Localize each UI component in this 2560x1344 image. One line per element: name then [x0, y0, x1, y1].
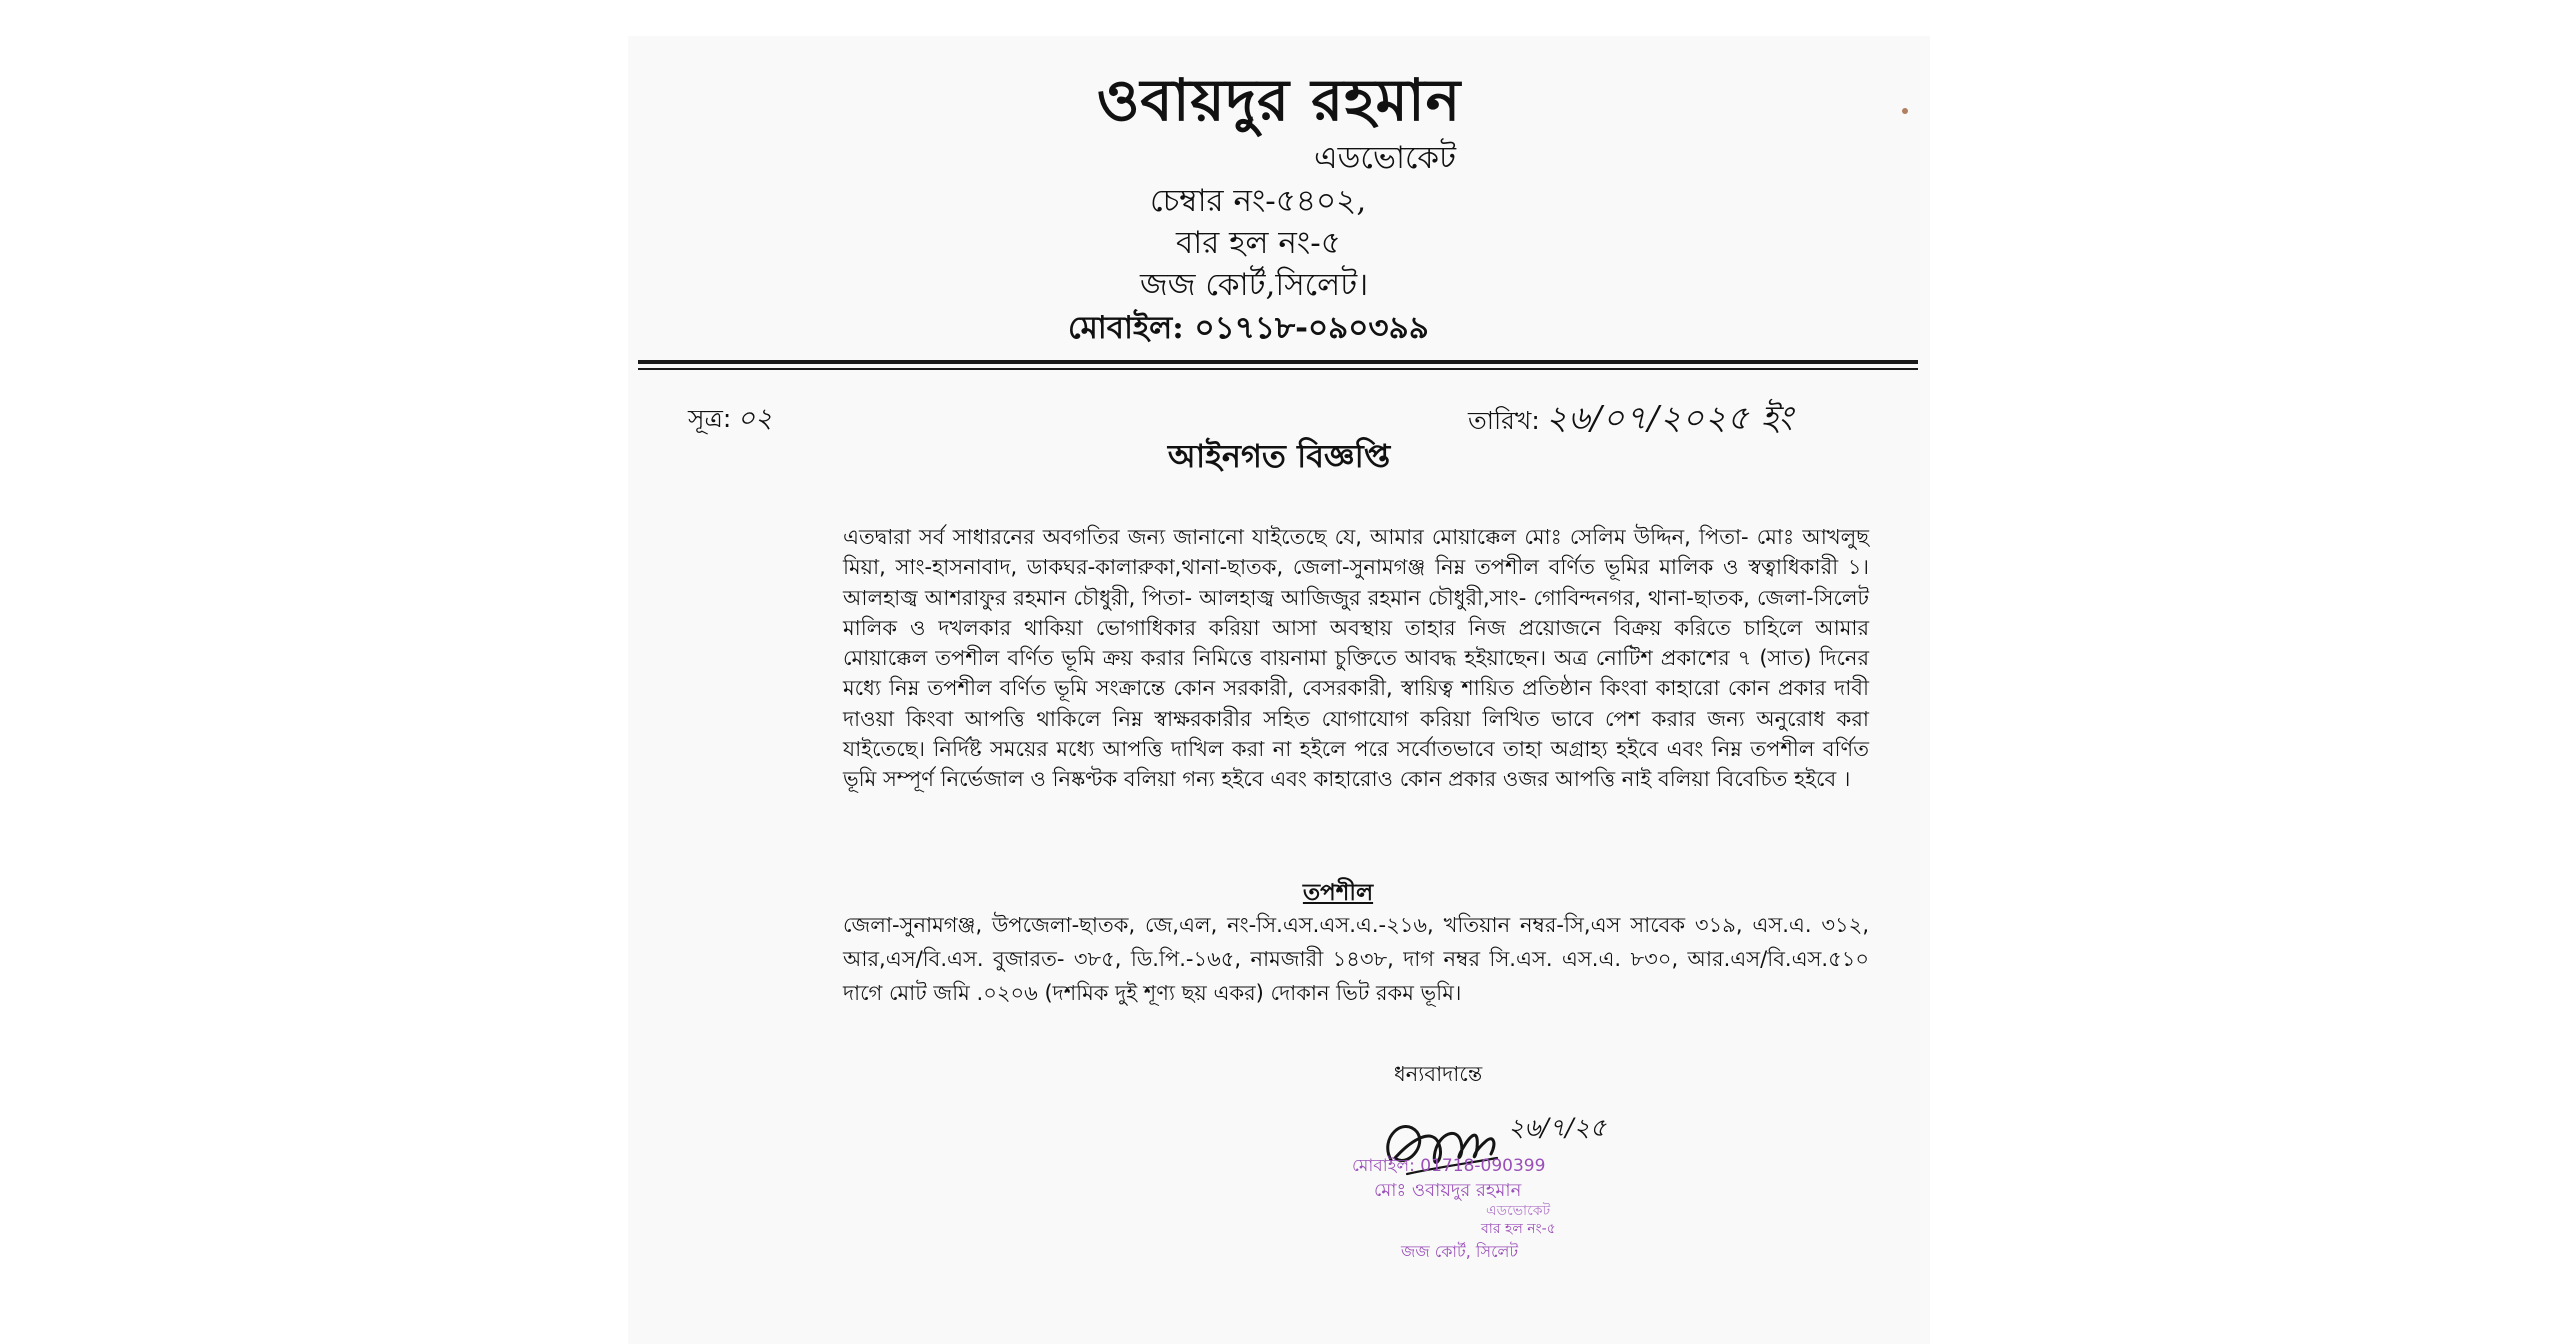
seal-mobile: মোবাইল: 01718-090399 — [1352, 1156, 1546, 1176]
date-value: ২৬/০৭/২০২৫ ইং — [1545, 398, 1794, 437]
schedule-text: জেলা-সুনামগঞ্জ, উপজেলা-ছাতক, জে,এল, নং-সি.এস.এস.এ.-২১৬, খতিয়ান নম্বর-সি,এস সাবেক ৩১৯, এস.এ. ৩১২, আর,এস/বি.এস. বুজারত- ৩৮৫, ডি.পি.-১৬৫, নামজারী ১৪৩৮, দাগ নম্বর সি.এস. এস.এ. ৮৩০, আর.এস/বি.এস.৫১০ দাগে মোট জমি .০২০৬ (দশমিক দুই শূণ্য ছয় একর) দোকান ভিট রকম ভূমি। — [843, 913, 1869, 1005]
signature-date: ২৬/৭/২৫ — [1508, 1113, 1607, 1142]
bar-hall-number: বার হল নং-৫ — [1176, 225, 1341, 261]
schedule-title: তপশীল — [1302, 880, 1374, 906]
date-label: তারিখ: — [1468, 406, 1540, 435]
document-page — [628, 36, 1930, 1344]
advocate-designation: এডভোকেট — [1314, 140, 1456, 176]
mobile-number: মোবাইল: ০১৭১৮-০৯০৩৯৯ — [1068, 310, 1429, 346]
letterhead-divider — [638, 360, 1918, 364]
notice-title: আইনগত বিজ্ঞপ্তি — [1167, 437, 1391, 475]
chamber-number: চেম্বার নং-৫৪০২, — [1150, 183, 1367, 219]
closing-text: ধন্যবাদান্তে — [1394, 1062, 1483, 1086]
seal-title: এডভোকেট — [1486, 1203, 1551, 1219]
seal-bar-hall: বার হল নং-৫ — [1481, 1221, 1556, 1237]
paper-speck — [1902, 108, 1908, 114]
reference-value: ০২ — [737, 403, 773, 434]
advocate-name: ওবায়দুর রহমান — [1096, 66, 1462, 134]
seal-court: জজ কোর্ট, সিলেট — [1401, 1242, 1519, 1261]
notice-body: এতদ্বারা সর্ব সাধারনের অবগতির জন্য জানানো যাইতেছে যে, আমার মোয়াক্কেল মোঃ সেলিম উদ্দিন, পিতা- মোঃ আখলুছ মিয়া, সাং-হাসনাবাদ, ডাকঘর-কালারুকা,থানা-ছাতক, জেলা-সুনামগঞ্জ নিম্ন তপশীল বর্ণিত ভূমির মালিক ও স্বত্বাধিকারী ১। আলহাজ্ব আশরাফুর রহমান চৌধুরী, পিতা- আলহাজ্ব আজিজুর রহমান চৌধুরী,সাং- গোবিন্দনগর, থানা-ছাতক, জেলা-সিলেট মালিক ও দখলকার থাকিয়া ভোগাধিকার করিয়া আসা অবস্থায় তাহার নিজ প্রয়োজনে বিক্রয় করিতে চাহিলে আমার মোয়াক্কেল তপশীল বর্ণিত ভূমি ক্রয় করার নিমিত্তে বায়নামা চুক্তিতে আবদ্ধ হইয়াছেন। অত্র নোটিশ প্রকাশের ৭ (সাত) দিনের মধ্যে নিম্ন তপশীল বর্ণিত ভূমি সংক্রান্তে কোন সরকারী, বেসরকারী, স্বায়িত্ব শায়িত প্রতিষ্ঠান কিংবা কাহারো কোন প্রকার দাবী দাওয়া কিংবা আপত্তি থাকিলে নিম্ন স্বাক্ষরকারীর সহিত যোগাযোগ করিয়া লিখিত ভাবে পেশ করার জন্য অনুরোধ করা যাইতেছে। নির্দিষ্ট সময়ের মধ্যে আপত্তি দাখিল করা না হইলে পরে সর্বোতভাবে তাহা অগ্রাহ্য হইবে এবং নিম্ন তপশীল বর্ণিত ভূমি সম্পূর্ণ নির্ভেজাল ও নিষ্কণ্টক বলিয়া গন্য হইবে এবং কাহারোও কোন প্রকার ওজর আপত্তি নাই বলিয়া বিবেচিত হইবে । — [843, 525, 1869, 792]
letterhead-divider-thin — [638, 368, 1918, 370]
seal-name: মোঃ ওবায়দুর রহমান — [1374, 1180, 1522, 1201]
court-name: জজ কোর্ট,সিলেট। — [1140, 267, 1369, 303]
reference-label: সূত্র: — [688, 404, 732, 433]
